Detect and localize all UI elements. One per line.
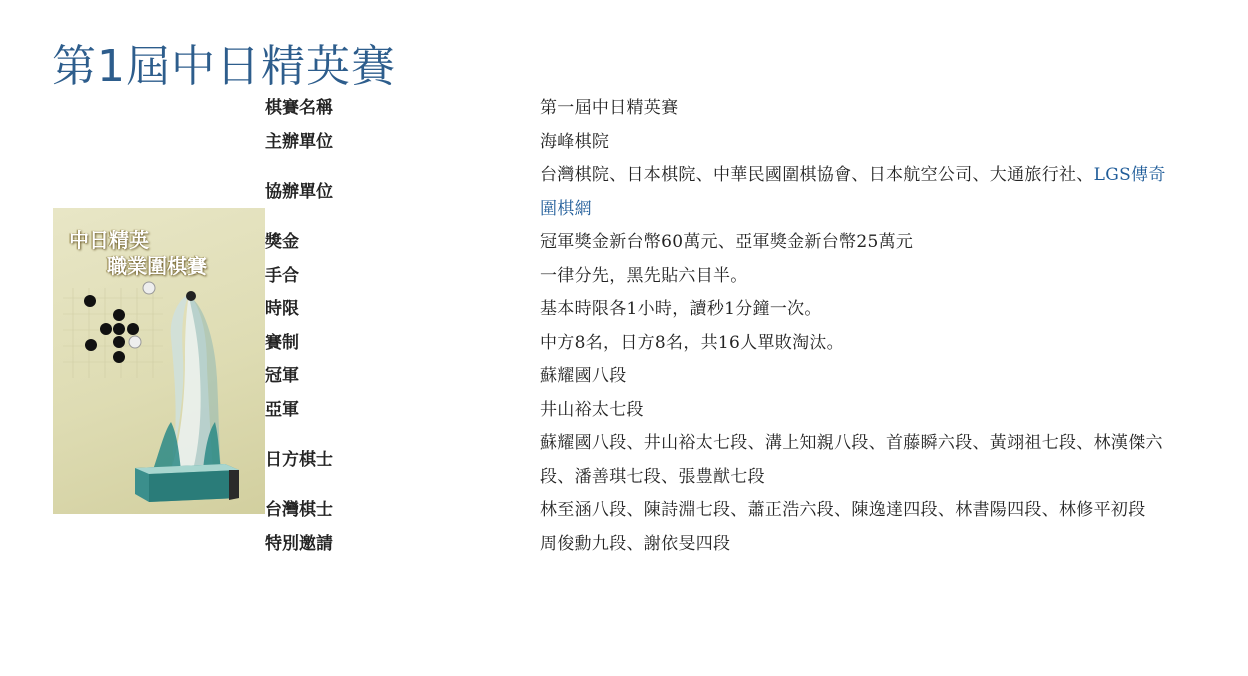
info-row-taiwan-players bbox=[265, 494, 1170, 528]
row-value: 海峰棋院 bbox=[540, 131, 610, 152]
row-label: 賽制 bbox=[265, 332, 299, 353]
row-label: 台灣棋士 bbox=[265, 500, 333, 520]
row-value: 蘇耀國八段 bbox=[540, 366, 627, 386]
info-row-format bbox=[265, 327, 1170, 361]
poster-title-line2: 職業圍棋賽 bbox=[107, 254, 207, 278]
info-row-prize bbox=[265, 226, 1170, 260]
row-label: 棋賽名稱 bbox=[265, 98, 333, 118]
info-row-handicap bbox=[265, 260, 1170, 294]
info-row-name bbox=[265, 92, 1170, 126]
row-value: 周俊勳九段、謝依旻四段 bbox=[540, 533, 731, 554]
row-label: 主辦單位 bbox=[265, 131, 333, 152]
row-value: 林至涵八段、陳詩淵七段、蕭正浩六段、陳逸達四段、林書陽四段、林修平初段 bbox=[540, 500, 1146, 520]
row-value: 基本時限各1小時，讀秒1分鐘一次。 bbox=[540, 299, 822, 319]
row-label: 日方棋士 bbox=[265, 449, 333, 470]
info-row-special-invite bbox=[265, 528, 1170, 562]
info-row-time-limit bbox=[265, 293, 1170, 327]
poster-title-line1: 中日精英 bbox=[69, 228, 149, 252]
lgs-link[interactable]: LGS傳奇圍棋網 bbox=[540, 165, 1166, 219]
info-row-japan-players bbox=[265, 427, 1170, 494]
row-value: 蘇耀國八段、井山裕太七段、溝上知親八段、首藤瞬六段、黃翊祖七段、林漢傑六段、潘善琪七段、張豊猷七段 bbox=[540, 433, 1163, 487]
row-label: 手合 bbox=[265, 265, 299, 286]
row-label: 時限 bbox=[265, 299, 299, 319]
row-value: 冠軍獎金新台幣60萬元、亞軍獎金新台幣25萬元 bbox=[540, 232, 914, 252]
row-label: 冠軍 bbox=[265, 366, 299, 386]
co-organizers-text: 台灣棋院、日本棋院、中華民國圍棋協會、日本航空公司、大通旅行社、 bbox=[540, 165, 1094, 185]
row-label: 協辦單位 bbox=[265, 181, 333, 202]
row-label: 特別邀請 bbox=[265, 533, 333, 554]
row-value: 第一屆中日精英賽 bbox=[540, 98, 679, 118]
row-label: 亞軍 bbox=[265, 399, 299, 420]
row-value: 一律分先，黑先貼六目半。 bbox=[540, 265, 748, 286]
tournament-poster-image bbox=[53, 208, 265, 514]
row-value-with-link bbox=[540, 159, 1170, 226]
page-title: 第1屆中日精英賽 bbox=[52, 41, 396, 92]
info-row-co-organizers bbox=[265, 159, 1170, 226]
row-label: 獎金 bbox=[265, 232, 299, 252]
info-row-organizer bbox=[265, 126, 1170, 160]
row-value: 井山裕太七段 bbox=[540, 399, 644, 420]
info-row-runner-up bbox=[265, 394, 1170, 428]
row-value: 中方8名，日方8名，共16人單敗淘汰。 bbox=[540, 332, 844, 353]
info-row-champion bbox=[265, 360, 1170, 394]
tournament-info-table bbox=[265, 92, 1170, 561]
